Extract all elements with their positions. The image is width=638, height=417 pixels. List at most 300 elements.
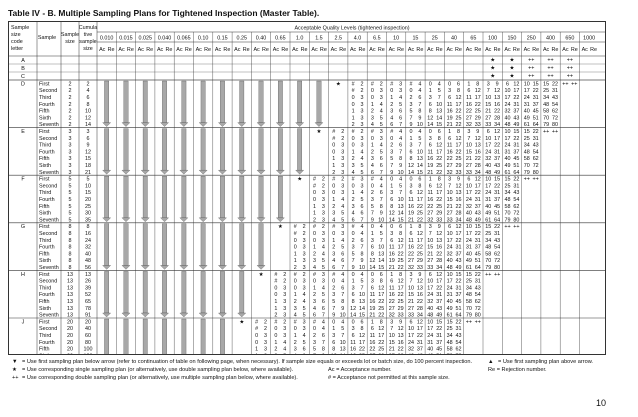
re-value: 51 xyxy=(455,305,462,312)
ac-value: 1 xyxy=(313,203,317,210)
re-value xyxy=(378,353,384,354)
ac-header: Ac xyxy=(446,47,453,53)
re-value: 14 xyxy=(358,305,365,312)
ac-value: 40 xyxy=(485,203,492,210)
down-arrow-bar xyxy=(220,81,224,123)
down-arrow-head xyxy=(122,265,130,269)
re-header: Re xyxy=(551,47,559,53)
ac-value: 6 xyxy=(428,183,432,190)
ac-value: 24 xyxy=(446,285,453,292)
re-value: 22 xyxy=(532,88,539,95)
re-value: 7 xyxy=(341,265,345,271)
re-header: Re xyxy=(242,47,250,53)
re-header: Re xyxy=(358,47,366,53)
ac-value: 10 xyxy=(446,231,453,237)
cumulative-size-value: 12 xyxy=(85,115,91,122)
down-arrow-head xyxy=(180,123,188,127)
ac-value: 16 xyxy=(427,197,434,203)
sample-size-value xyxy=(67,353,73,354)
ac-value: 40 xyxy=(485,163,492,169)
sample-size-value: 2 xyxy=(68,101,72,108)
cumulative-size-value: 65 xyxy=(85,299,91,305)
ac-value: 27 xyxy=(446,163,453,169)
sample-label: Second xyxy=(39,183,58,190)
re-value: 3 xyxy=(321,278,325,285)
re-value: ++ xyxy=(474,319,481,326)
re-value: 5 xyxy=(437,88,441,95)
ac-value: 17 xyxy=(485,183,492,190)
re-value: 13 xyxy=(436,237,443,244)
ac-value: ++ xyxy=(562,81,569,88)
re-value: 10 xyxy=(416,122,423,129)
re-value: 3 xyxy=(302,265,306,271)
ac-value: 0 xyxy=(409,176,413,183)
ac-value: 22 xyxy=(465,108,472,115)
down-arrow-head xyxy=(218,123,226,127)
re-header: Re xyxy=(126,47,134,53)
ac-value: 3 xyxy=(332,292,336,299)
re-value: 22 xyxy=(436,156,443,163)
ac-value: 24 xyxy=(485,190,492,197)
ac-value: # xyxy=(332,271,336,278)
cumulative-size-header: sample xyxy=(79,39,97,45)
sample-label: Third xyxy=(39,142,52,149)
re-value: 4 xyxy=(302,333,306,339)
ac-value: 2 xyxy=(313,217,317,224)
down-arrow-head xyxy=(257,265,265,269)
ac-value: 6 xyxy=(390,197,394,203)
ac-value: 2 xyxy=(293,299,297,305)
re-value: 25 xyxy=(436,163,443,169)
ac-value: 33 xyxy=(465,169,472,176)
sample-size-value: 13 xyxy=(67,299,73,305)
down-arrow-bar xyxy=(162,81,166,123)
re-value: 9 xyxy=(437,224,441,231)
ac-value: 7 xyxy=(428,231,432,237)
re-value: 25 xyxy=(474,108,481,115)
cumulative-size-value: 4 xyxy=(86,88,90,95)
re-value: 6 xyxy=(399,224,403,231)
sample-size-value: 5 xyxy=(68,190,72,197)
re-value: 54 xyxy=(474,292,481,299)
re-value: 22 xyxy=(513,95,520,101)
ac-value: 7 xyxy=(351,258,355,265)
re-value xyxy=(340,353,346,354)
down-arrow-head xyxy=(257,218,265,222)
sample-label: Fifth xyxy=(39,346,50,353)
ac-value: 10 xyxy=(485,176,492,183)
re-value: 31 xyxy=(436,292,443,299)
re-value: 31 xyxy=(494,190,501,197)
re-value: 3 xyxy=(283,326,287,333)
re-header: Re xyxy=(570,47,578,53)
re-value: 2 xyxy=(341,129,345,135)
re-value: 7 xyxy=(341,333,345,339)
re-value: 3 xyxy=(341,169,345,176)
ac-value: 15 xyxy=(427,244,434,251)
down-arrow-bar xyxy=(124,176,128,218)
re-value: 5 xyxy=(341,217,345,224)
ac-value: 61 xyxy=(465,265,472,271)
re-value: 6 xyxy=(341,285,345,292)
down-arrow-bar xyxy=(104,319,108,354)
down-arrow-head xyxy=(238,218,246,222)
ac-value: 49 xyxy=(504,163,511,169)
ac-value: 21 xyxy=(446,122,453,129)
down-arrow-head xyxy=(141,218,149,222)
code-letter-C: C xyxy=(21,74,25,80)
use-plan-marker: ★ xyxy=(509,57,515,64)
cumulative-size-value: 10 xyxy=(85,183,91,190)
ac-header: Ac xyxy=(465,47,473,53)
ac-value: 58 xyxy=(485,251,492,258)
ac-header: Ac xyxy=(214,47,222,53)
cumulative-size-value: 15 xyxy=(85,190,91,197)
ac-value: 31 xyxy=(427,339,434,346)
re-value: 13 xyxy=(397,203,404,210)
re-value: 7 xyxy=(418,101,422,108)
re-value: 5 xyxy=(321,265,325,271)
ac-value: 0 xyxy=(313,231,317,237)
ac-value: # xyxy=(332,135,336,142)
re-value: 17 xyxy=(455,231,462,237)
re-value: 31 xyxy=(455,285,462,292)
down-arrow-bar xyxy=(182,271,186,313)
ac-value: 22 xyxy=(369,346,376,353)
sample-size-value: 20 xyxy=(67,339,73,346)
re-value: 6 xyxy=(360,203,364,210)
ac-value: 25 xyxy=(485,231,492,237)
ac-value: 2 xyxy=(351,237,355,244)
ac-value: 32 xyxy=(465,122,472,129)
star-legend-icon: ★ xyxy=(12,367,18,373)
ac-value: 10 xyxy=(408,285,415,292)
re-value: 7 xyxy=(379,237,383,244)
ac-value: 0 xyxy=(370,224,374,231)
cumulative-size-value: 56 xyxy=(85,265,91,271)
sample-size-value: 2 xyxy=(68,81,72,88)
ac-value xyxy=(408,353,414,354)
ac-value: 0 xyxy=(332,231,336,237)
cumulative-size-value: 48 xyxy=(85,258,91,265)
re-value: 7 xyxy=(399,190,403,197)
re-value: 72 xyxy=(494,258,501,265)
single-plan-star: ★ xyxy=(258,271,264,278)
sample-size-value: 13 xyxy=(67,312,73,319)
ac-value: 3 xyxy=(390,190,394,197)
down-arrow-bar xyxy=(297,129,301,171)
re-value: 22 xyxy=(416,333,423,339)
aql-level-label: 650 xyxy=(565,35,575,42)
ac-value: 24 xyxy=(446,244,453,251)
ac-value: 34 xyxy=(523,142,530,149)
re-value: 3 xyxy=(263,339,267,346)
down-arrow-head xyxy=(161,218,169,222)
ac-value: 2 xyxy=(409,95,413,101)
re-value xyxy=(398,353,404,354)
re-value: 25 xyxy=(455,115,462,122)
ac-header: Ac xyxy=(504,47,511,53)
ac-value: 27 xyxy=(446,210,453,217)
re-value: 7 xyxy=(321,339,325,346)
ac-value: 17 xyxy=(465,231,472,237)
re-value: 4 xyxy=(360,156,364,163)
re-value: 2 xyxy=(360,88,364,95)
re-value: 12 xyxy=(416,231,423,237)
ac-value: 34 xyxy=(504,190,511,197)
ac-value: # xyxy=(313,176,317,183)
aql-level-label: 0.065 xyxy=(177,35,191,42)
sample-label: Sixth xyxy=(39,163,51,169)
ac-value: 49 xyxy=(485,210,492,217)
ac-value: 3 xyxy=(293,305,297,312)
re-header: Re xyxy=(107,47,115,53)
re-value xyxy=(359,353,365,354)
sample-label: Fifth xyxy=(39,156,50,163)
ac-value: 9 xyxy=(332,312,336,319)
ac-value: 40 xyxy=(465,210,472,217)
re-value: 4 xyxy=(437,81,441,88)
cumulative-size-value: 30 xyxy=(85,210,91,217)
ac-value: 22 xyxy=(446,156,453,163)
re-value: ++ xyxy=(551,129,559,135)
down-arrow-bar xyxy=(143,176,147,218)
ac-value: 79 xyxy=(504,217,511,224)
ac-value: 32 xyxy=(504,108,511,115)
ac-value: 3 xyxy=(409,142,413,149)
re-value: 6 xyxy=(456,81,460,88)
re-value: 4 xyxy=(360,271,364,278)
ac-value: 32 xyxy=(408,265,415,271)
ac-value: 1 xyxy=(428,176,432,183)
ac-value: 6 xyxy=(409,190,413,197)
cumulative-size-value: 24 xyxy=(85,237,91,244)
ac-value: 4 xyxy=(332,258,336,265)
re-value: 6 xyxy=(418,95,422,101)
ac-value: # xyxy=(370,176,374,183)
ac-value: 3 xyxy=(390,149,394,156)
re-value: 3 xyxy=(283,305,287,312)
ac-value: 15 xyxy=(446,197,453,203)
ac-value: 1 xyxy=(428,88,432,95)
sampling-plan-table xyxy=(8,21,606,355)
ac-value: 10 xyxy=(465,142,472,149)
ac-value: 49 xyxy=(523,115,530,122)
cumulative-size-value: 32 xyxy=(85,244,91,251)
re-value: 2 xyxy=(360,129,364,135)
ac-value: 3 xyxy=(313,299,317,305)
re-value xyxy=(264,353,267,354)
down-arrow-head xyxy=(103,123,111,127)
down-arrow-bar xyxy=(182,224,186,266)
ac-value: 48 xyxy=(485,244,492,251)
ac-value: 2 xyxy=(370,190,374,197)
cumulative-size-value: 78 xyxy=(85,305,91,312)
ac-value: 15 xyxy=(523,129,530,135)
ac-value: 2 xyxy=(390,142,394,149)
re-value xyxy=(436,353,442,354)
down-arrow-head xyxy=(218,218,226,222)
re-value: 3 xyxy=(360,95,364,101)
re-value: 10 xyxy=(436,101,443,108)
ac-value: 2 xyxy=(332,244,336,251)
aql-level-label: 0.40 xyxy=(255,35,267,42)
ac-value: 12 xyxy=(427,115,434,122)
cumulative-size-value: 6 xyxy=(86,135,90,142)
ac-value: 14 xyxy=(388,217,395,224)
re-value: 8 xyxy=(456,88,460,95)
cumulative-size-value: 39 xyxy=(85,285,91,292)
ac-header: Ac xyxy=(330,47,337,53)
down-arrow-bar xyxy=(220,224,224,266)
ac-value: 27 xyxy=(485,115,492,122)
ac-value: 1 xyxy=(467,81,471,88)
re-value: 22 xyxy=(551,81,558,88)
ac-value: 48 xyxy=(465,217,472,224)
re-value: 8 xyxy=(360,251,364,258)
re-value: 4 xyxy=(302,299,306,305)
re-value: 7 xyxy=(360,285,364,292)
ac-value: 0 xyxy=(332,278,336,285)
re-value: 22 xyxy=(378,312,385,319)
aql-level-label: 25 xyxy=(431,35,438,42)
re-value: 7 xyxy=(360,244,364,251)
ac-value: 49 xyxy=(465,258,472,265)
ac-value: 40 xyxy=(427,346,434,353)
ac-value: 0 xyxy=(313,278,317,285)
re-header: Re xyxy=(416,47,424,53)
re-value: 22 xyxy=(397,292,404,299)
re-value: 7 xyxy=(399,149,403,156)
cumulative-size-value: 100 xyxy=(83,346,93,353)
re-value: 72 xyxy=(513,210,520,217)
ac-value: 25 xyxy=(446,326,453,333)
re-value: 10 xyxy=(378,217,385,224)
down-arrow-head xyxy=(238,265,246,269)
aql-level-label: 6.5 xyxy=(373,35,381,42)
ac-value: 11 xyxy=(466,95,472,101)
re-value: 49 xyxy=(513,122,520,129)
re-value: 10 xyxy=(358,292,365,299)
sample-size-value: 13 xyxy=(67,271,73,278)
down-arrow-bar xyxy=(240,224,244,266)
re-value: 3 xyxy=(341,183,345,190)
ac-value: 15 xyxy=(504,176,511,183)
sample-label: Third xyxy=(39,237,52,244)
re-value xyxy=(303,353,306,354)
re-header: Re xyxy=(339,47,347,53)
re-value: 22 xyxy=(474,156,481,163)
re-value: 12 xyxy=(436,271,443,278)
down-arrow-bar xyxy=(201,319,205,354)
re-value: 17 xyxy=(416,326,423,333)
ac-value: 7 xyxy=(409,278,413,285)
code-letter-header: code xyxy=(11,39,23,45)
ac-value: 4 xyxy=(313,265,317,271)
re-value: 34 xyxy=(416,312,423,319)
ac-value: 0 xyxy=(332,190,336,197)
re-value: 12 xyxy=(397,326,404,333)
down-arrow-bar xyxy=(220,176,224,218)
ac-header: Ac xyxy=(349,47,357,53)
re-value: 5 xyxy=(360,169,364,176)
re-value: 3 xyxy=(321,271,325,278)
sample-size-value: 5 xyxy=(68,176,72,183)
ac-value: 0 xyxy=(332,142,336,149)
re-value: 6 xyxy=(360,237,364,244)
down-arrow-bar xyxy=(104,271,108,313)
down-arrow-head xyxy=(276,170,284,174)
re-value: 33 xyxy=(397,312,404,319)
ac-value: 6 xyxy=(467,88,471,95)
re-value: 14 xyxy=(416,163,423,169)
ac-value: 6 xyxy=(351,217,355,224)
down-arrow-head xyxy=(199,313,207,317)
re-value: 33 xyxy=(416,265,423,271)
ac-value: 0 xyxy=(409,88,413,95)
cumulative-size-value: 8 xyxy=(86,224,90,231)
re-value: 5 xyxy=(379,115,383,122)
ac-value: 3 xyxy=(293,346,297,353)
re-value: 28 xyxy=(436,258,443,265)
re-value: 3 xyxy=(283,299,287,305)
re-value: 22 xyxy=(474,190,481,197)
ac-value: 1 xyxy=(390,95,394,101)
ac-value: # xyxy=(293,271,297,278)
sample-size-value: 8 xyxy=(68,224,72,231)
ac-value: 0 xyxy=(351,142,355,149)
ac-value: 0 xyxy=(370,95,374,101)
ac-value: 6 xyxy=(467,176,471,183)
re-value: 17 xyxy=(494,135,501,142)
ac-value: 10 xyxy=(446,190,453,197)
re-value: ++ xyxy=(571,81,578,88)
down-arrow-head xyxy=(238,313,246,317)
ac-value: # xyxy=(390,129,394,135)
re-value: 5 xyxy=(302,339,306,346)
down-arrow-head xyxy=(218,265,226,269)
ac-value: 1 xyxy=(351,190,355,197)
sample-label: Second xyxy=(39,278,58,285)
sample-label: Fifth xyxy=(39,251,50,258)
ac-header: Ac xyxy=(195,47,202,53)
re-value: 51 xyxy=(474,258,481,265)
ac-value: 14 xyxy=(427,122,434,129)
sample-label: Second xyxy=(39,88,58,95)
re-value: 25 xyxy=(397,258,404,265)
re-value: 45 xyxy=(436,346,443,353)
use-plan-marker: ++ xyxy=(566,65,573,72)
ac-value: 27 xyxy=(465,163,472,169)
re-value: 29 xyxy=(416,258,423,265)
ac-value: 6 xyxy=(351,333,355,339)
down-arrow-legend-icon: ▼ xyxy=(12,359,18,365)
sample-size-value: 3 xyxy=(68,156,72,163)
down-arrow-bar xyxy=(259,129,263,171)
down-arrow-bar xyxy=(278,176,282,218)
re-value: 43 xyxy=(455,258,462,265)
ac-value: 3 xyxy=(409,271,413,278)
re-value: 15 xyxy=(455,271,462,278)
ac-value: 17 xyxy=(427,285,434,292)
ac-value: 0 xyxy=(370,183,374,190)
re-value: 45 xyxy=(474,251,481,258)
re-value: 28 xyxy=(416,305,423,312)
cumulative-size-value: 6 xyxy=(86,95,90,101)
ac-value: 15 xyxy=(465,271,472,278)
ac-value xyxy=(350,353,356,354)
re-value: 13 xyxy=(436,108,443,115)
